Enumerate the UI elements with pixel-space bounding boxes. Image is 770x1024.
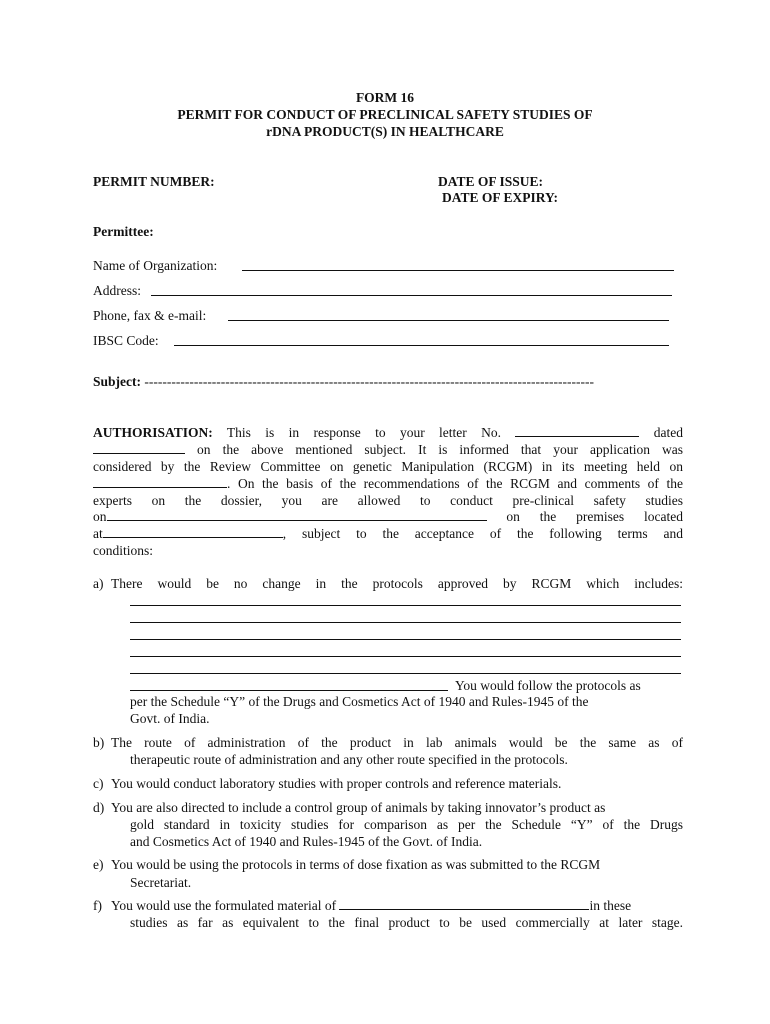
- organization-field[interactable]: [242, 270, 674, 271]
- date-of-issue-label: DATE OF ISSUE:: [438, 174, 544, 189]
- address-label: Address:: [93, 283, 141, 298]
- condition-b-line-1: The route of administration of the product in lab animals would be the same as of: [111, 735, 683, 750]
- protocol-line-1[interactable]: [130, 605, 681, 606]
- subject-dashes: ----------------------------------------------------------------------------------------------------: [144, 374, 594, 389]
- condition-f-label: f): [93, 898, 102, 913]
- protocol-line-5[interactable]: [130, 673, 681, 674]
- condition-b-label: b): [93, 735, 105, 750]
- authorisation-text-7: , subject to the acceptance of the following terms and: [282, 526, 683, 541]
- meeting-date-blank[interactable]: [93, 475, 227, 488]
- protocol-line-4[interactable]: [130, 656, 681, 657]
- condition-e-line-2: Secretariat.: [130, 875, 192, 890]
- address-field[interactable]: [151, 295, 672, 296]
- authorisation-line-8: conditions:: [93, 543, 153, 558]
- dated-text: dated: [653, 425, 683, 440]
- condition-f-line-2: studies as far as equivalent to the final product to be used commercially at later stage.: [130, 915, 683, 930]
- authorisation-line-6: [93, 508, 683, 525]
- on-text: on: [93, 509, 107, 524]
- condition-e-label: e): [93, 857, 104, 872]
- authorisation-line-7: [93, 525, 683, 542]
- condition-c-line-1: You would conduct laboratory studies with proper controls and reference materials.: [111, 776, 562, 791]
- condition-c-label: c): [93, 776, 104, 791]
- condition-b-line-2: therapeutic route of administration and any other route specified in the protocols.: [130, 752, 568, 767]
- authorisation-text-2: on the above mentioned subject. It is informed that your application was: [197, 442, 684, 457]
- letter-date-blank[interactable]: [93, 441, 185, 454]
- form-title-line-1: PERMIT FOR CONDUCT OF PRECLINICAL SAFETY STUDIES OF: [177, 107, 593, 122]
- authorisation-line-4: [93, 475, 683, 492]
- condition-a-line-1: There would be no change in the protocols approved by RCGM which includes:: [111, 576, 683, 591]
- authorisation-line-1: [93, 424, 683, 441]
- condition-f-line-1: [111, 897, 631, 914]
- ibsc-code-field[interactable]: [174, 345, 669, 346]
- condition-d-line-3: and Cosmetics Act of 1940 and Rules-1945 of the Govt. of India.: [130, 834, 483, 849]
- condition-a-tail: You would follow the protocols as: [455, 678, 641, 693]
- condition-d-label: d): [93, 800, 105, 815]
- letter-number-blank[interactable]: [515, 424, 639, 437]
- phone-field[interactable]: [228, 320, 669, 321]
- protocol-line-2[interactable]: [130, 622, 681, 623]
- condition-f-text-1: You would use the formulated material of: [111, 898, 337, 913]
- subject-line: [93, 373, 683, 390]
- authorisation-line-5: experts on the dossier, you are allowed to conduct pre-clinical safety studies: [93, 493, 683, 508]
- condition-a-line-3: Govt. of India.: [130, 711, 210, 726]
- condition-f-text-2: in these: [589, 898, 632, 913]
- condition-e-line-1: You would be using the protocols in terms of dose fixation as was submitted to the RCGM: [111, 857, 601, 872]
- studies-date-blank[interactable]: [107, 508, 487, 521]
- permittee-heading: Permittee:: [93, 224, 154, 239]
- authorisation-text-1: This is in response to your letter No.: [226, 425, 502, 440]
- authorisation-text-4: . On the basis of the recommendations of the RCGM and comments of the: [227, 476, 683, 491]
- condition-a-label: a): [93, 576, 104, 591]
- protocol-line-6[interactable]: [130, 690, 448, 691]
- form-number: FORM 16: [355, 90, 415, 105]
- formulated-material-blank[interactable]: [339, 897, 589, 910]
- ibsc-code-label: IBSC Code:: [93, 333, 159, 348]
- condition-d-line-1: You are also directed to include a control group of animals by taking innovator’s product as: [111, 800, 606, 815]
- phone-label: Phone, fax & e-mail:: [93, 308, 207, 323]
- subject-label: Subject:: [93, 374, 141, 389]
- authorisation-line-2: [93, 441, 683, 458]
- permit-number-label: PERMIT NUMBER:: [93, 174, 215, 189]
- premises-blank[interactable]: [103, 525, 283, 538]
- organization-label: Name of Organization:: [93, 258, 218, 273]
- form-title-line-2: rDNA PRODUCT(S) IN HEALTHCARE: [266, 124, 504, 139]
- at-text: at: [93, 526, 103, 541]
- protocol-line-3[interactable]: [130, 639, 681, 640]
- authorisation-label: AUTHORISATION:: [93, 425, 213, 440]
- condition-a-line-2: per the Schedule “Y” of the Drugs and Cosmetics Act of 1940 and Rules-1945 of the: [130, 694, 589, 709]
- condition-d-line-2: gold standard in toxicity studies for comparison as per the Schedule “Y” of the Drugs: [130, 817, 683, 832]
- authorisation-text-6: on the premises located: [506, 509, 683, 524]
- date-of-expiry-label: DATE OF EXPIRY:: [442, 190, 559, 205]
- authorisation-line-3: considered by the Review Committee on genetic Manipulation (RCGM) in its meeting held on: [93, 459, 683, 474]
